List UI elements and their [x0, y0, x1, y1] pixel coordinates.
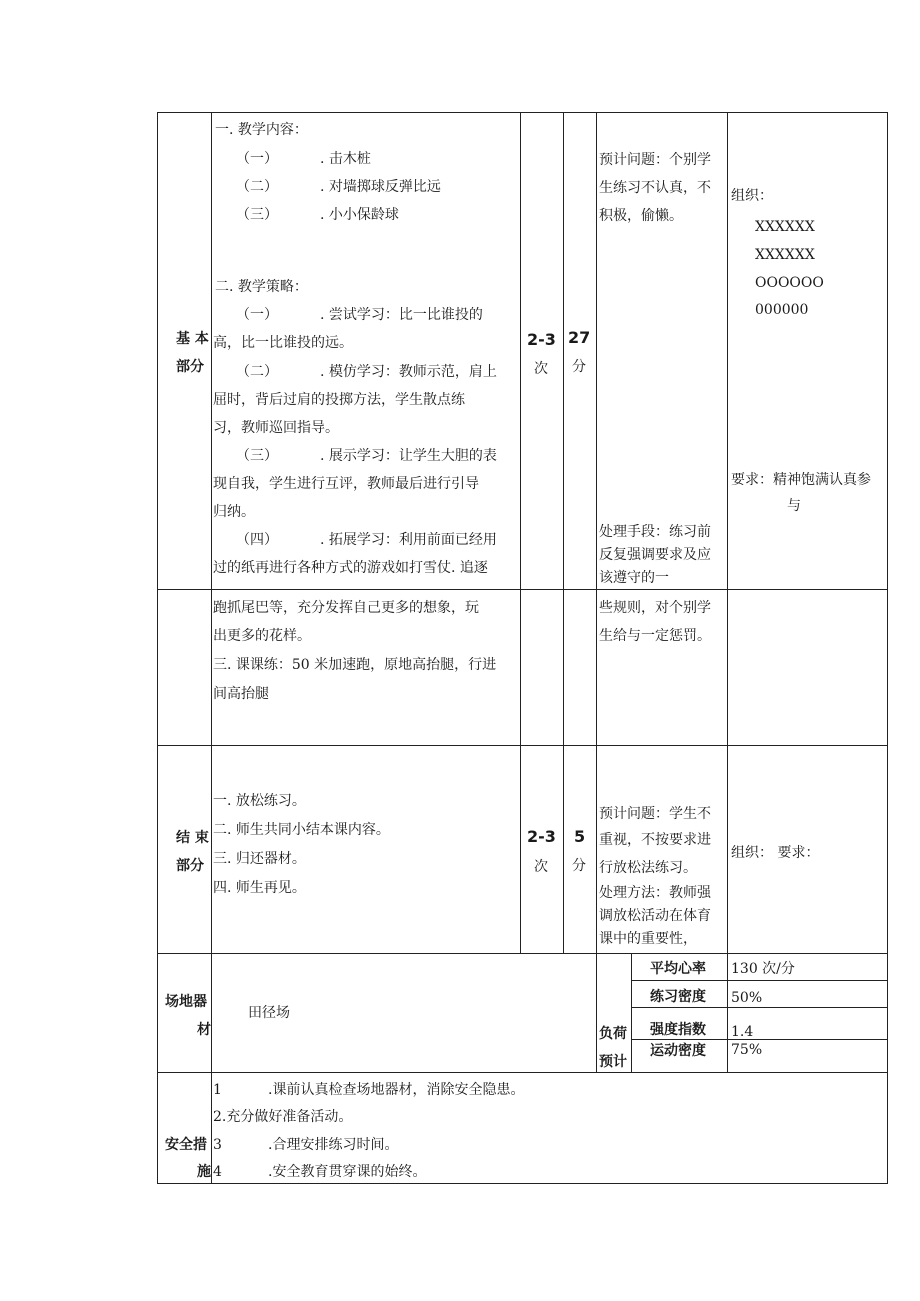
minutes-unit: 分: [572, 858, 586, 874]
content-line: 归纳。: [213, 504, 255, 520]
minutes-value: 5: [574, 827, 586, 846]
load-label: 预计: [599, 1054, 627, 1070]
col-divider: [211, 1072, 212, 1184]
lesson-plan-table: [157, 112, 888, 1184]
organization-requirement: 组织： 要求：: [731, 845, 820, 861]
row-divider: [157, 745, 888, 746]
content-line: 出更多的花样。: [213, 628, 311, 644]
row-divider: [157, 953, 888, 954]
content-line: （一）: [236, 151, 278, 167]
content-line: . 模仿学习：教师示范，肩上: [320, 364, 497, 380]
col-divider: [211, 112, 212, 1072]
requirement-line: 要求：精神饱满认真参: [731, 472, 871, 488]
content-line: 跑抓尾巴等，充分发挥自己更多的想象，玩: [213, 600, 479, 616]
formation-row: XXXXXX: [755, 219, 815, 235]
metric-value: 130 次/分: [731, 961, 795, 977]
safety-item: .课前认真检查场地器材，消除安全隐患。: [268, 1082, 525, 1098]
safety-number: 4: [213, 1164, 222, 1180]
content-line: . 拓展学习：利用前面已经用: [320, 532, 497, 548]
notes-line: 调放松活动在体育: [599, 908, 711, 924]
times-unit: 次: [534, 859, 548, 875]
metric-value: 50%: [731, 990, 763, 1006]
organization-label: 组织：: [731, 188, 773, 204]
notes-line: 重视，不按要求进: [599, 832, 711, 848]
content-line: 三. 归还器材。: [213, 851, 306, 867]
venue-label: 场地器: [165, 994, 207, 1010]
metric-divider: [631, 1007, 888, 1008]
content-line: . 击木桩: [320, 151, 371, 167]
problem-line: 生练习不认真，不: [599, 180, 711, 196]
notes-line: 预计问题：学生不: [599, 806, 711, 822]
times-unit: 次: [534, 361, 548, 377]
metric-divider: [631, 980, 888, 981]
content-line: 高，比一比谁投的远。: [213, 335, 353, 351]
notes-line: 处理方法：教师强: [599, 885, 711, 901]
section-label: 基 本: [176, 331, 209, 347]
handling-line: 处理手段：练习前: [599, 524, 711, 540]
metric-value: 1.4: [731, 1024, 754, 1040]
content-line: 四. 师生再见。: [213, 880, 306, 896]
col-divider: [727, 112, 728, 1072]
venue-label: 材: [197, 1022, 211, 1038]
notes-line: 课中的重要性，: [599, 931, 697, 947]
content-line: . 小小保龄球: [320, 207, 399, 223]
safety-number: 3: [213, 1137, 222, 1153]
formation-row: XXXXXX: [755, 247, 815, 263]
safety-label: 施: [197, 1164, 211, 1180]
formation-row: OOOOOO: [755, 275, 824, 291]
metric-value: 75%: [731, 1042, 763, 1058]
content-line: 二. 教学策略：: [215, 279, 308, 295]
problem-line: 积极，偷懒。: [599, 208, 683, 224]
content-line: 间高抬腿: [213, 686, 269, 702]
problem-line: 预计问题：个别学: [599, 152, 711, 168]
section-label: 结 束: [176, 830, 209, 846]
col-divider: [596, 112, 597, 1072]
content-line: 二. 师生共同小结本课内容。: [213, 822, 390, 838]
row-divider: [157, 1072, 888, 1073]
content-line: 习，教师巡回指导。: [213, 420, 339, 436]
requirement-line: 与: [787, 498, 801, 514]
metric-name: 强度指数: [650, 1022, 706, 1038]
notes-line: 行放松法练习。: [599, 860, 697, 876]
times-value: 2-3: [527, 827, 556, 846]
handling-line: 些规则，对个别学: [599, 600, 711, 616]
content-line: 一. 教学内容：: [215, 122, 308, 138]
col-divider: [563, 112, 564, 953]
content-line: （二）: [236, 179, 278, 195]
safety-number: 1: [213, 1082, 222, 1098]
section-label: 部分: [176, 858, 204, 874]
col-divider: [520, 112, 521, 953]
metric-divider: [631, 1039, 888, 1040]
content-line: （三）: [236, 207, 278, 223]
safety-item: .安全教育贯穿课的始终。: [268, 1164, 427, 1180]
section-label: 部分: [176, 359, 204, 375]
metric-name: 平均心率: [650, 961, 706, 977]
safety-item: .合理安排练习时间。: [268, 1137, 399, 1153]
minutes-value: 27: [568, 328, 591, 347]
times-value: 2-3: [527, 330, 556, 349]
venue-value: 田径场: [248, 1005, 290, 1021]
handling-line: 该遵守的一: [599, 570, 669, 586]
row-divider: [157, 589, 888, 590]
handling-line: 反复强调要求及应: [599, 547, 711, 563]
content-line: 现自我，学生进行互评，教师最后进行引导: [213, 476, 479, 492]
metric-name: 运动密度: [650, 1043, 706, 1059]
content-line: 过的纸再进行各种方式的游戏如打雪仗. 追逐: [213, 560, 488, 576]
content-line: 屈时，背后过肩的投掷方法，学生散点练: [213, 392, 465, 408]
handling-line: 生给与一定惩罚。: [599, 628, 711, 644]
content-line: . 展示学习：让学生大胆的表: [320, 448, 497, 464]
content-line: （一）: [236, 307, 278, 323]
content-line: （四）: [236, 532, 278, 548]
metric-name: 练习密度: [650, 989, 706, 1005]
content-line: （三）: [236, 448, 278, 464]
col-divider: [631, 953, 632, 1072]
minutes-unit: 分: [572, 359, 586, 375]
content-line: 三. 课课练：50 米加速跑，原地高抬腿，行进: [213, 657, 497, 673]
content-line: . 尝试学习：比一比谁投的: [320, 307, 483, 323]
content-line: . 对墙掷球反弹比远: [320, 179, 441, 195]
load-label: 负荷: [599, 1026, 627, 1042]
content-line: 一. 放松练习。: [213, 793, 306, 809]
safety-label: 安全措: [165, 1137, 207, 1153]
formation-row: 000000: [755, 302, 809, 318]
safety-item: 2.充分做好准备活动。: [213, 1109, 353, 1125]
content-line: （二）: [236, 364, 278, 380]
